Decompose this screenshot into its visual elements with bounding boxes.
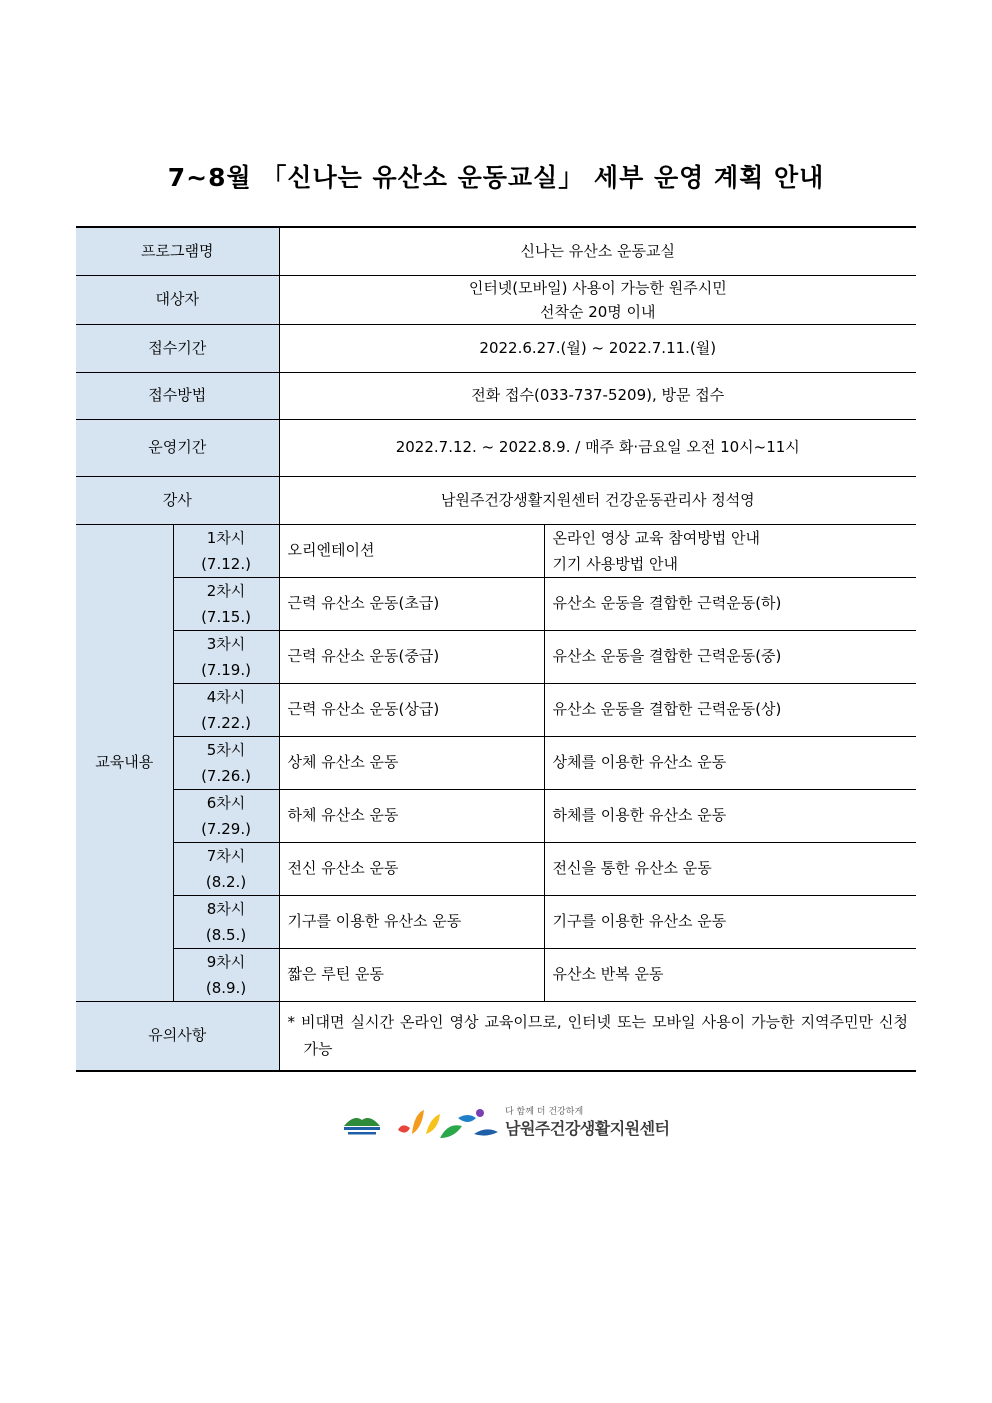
session-number xyxy=(173,948,279,1001)
session-row xyxy=(76,948,916,1001)
session-row xyxy=(76,736,916,789)
target-line-2: 선착순 20명 이내 xyxy=(539,302,656,321)
notice-text: * 비대면 실시간 온라인 영상 교육이므로, 인터넷 또는 모바일 사용이 가능한 지역주민만 신청 가능 xyxy=(287,1012,909,1058)
center-logo xyxy=(340,1104,720,1144)
row-method xyxy=(76,372,916,419)
logo-slogan: 다 함께 더 건강하게 xyxy=(505,1107,584,1117)
operation-value: 2022.7.12. ~ 2022.8.9. / 매주 화·금요일 오전 10시~11시 xyxy=(279,419,916,476)
session-num: 4차시 xyxy=(206,687,246,706)
session-topic: 근력 유산소 운동(중급) xyxy=(279,630,544,683)
session-num: 6차시 xyxy=(206,793,246,812)
logo-emblem-icon xyxy=(340,1104,505,1144)
notice-label: 유의사항 xyxy=(76,1001,279,1071)
education-label: 교육내용 xyxy=(76,524,173,1001)
row-program xyxy=(76,227,916,275)
session-topic: 상체 유산소 운동 xyxy=(279,736,544,789)
session-detail: 유산소 운동을 결합한 근력운동(하) xyxy=(544,577,916,630)
session-number xyxy=(173,524,279,577)
target-label: 대상자 xyxy=(76,275,279,324)
session-detail: 기구를 이용한 유산소 운동 xyxy=(544,895,916,948)
session-detail-line-1: 온라인 영상 교육 참여방법 안내 xyxy=(552,528,760,547)
session-date: (7.12.) xyxy=(201,554,251,573)
session-date: (8.5.) xyxy=(205,925,247,944)
session-num: 9차시 xyxy=(206,952,246,971)
session-topic: 오리엔테이션 xyxy=(279,524,544,577)
operation-label: 운영기간 xyxy=(76,419,279,476)
row-notice xyxy=(76,1001,916,1071)
session-detail: 유산소 반복 운동 xyxy=(544,948,916,1001)
session-topic: 하체 유산소 운동 xyxy=(279,789,544,842)
session-detail: 전신을 통한 유산소 운동 xyxy=(544,842,916,895)
session-num: 5차시 xyxy=(206,740,246,759)
session-detail-line-2: 기기 사용방법 안내 xyxy=(552,554,678,573)
session-date: (8.9.) xyxy=(205,978,247,997)
row-target xyxy=(76,275,916,324)
session-date: (7.19.) xyxy=(201,660,251,679)
row-operation xyxy=(76,419,916,476)
notice-value xyxy=(279,1001,916,1071)
program-label: 프로그램명 xyxy=(76,227,279,275)
session-date: (7.22.) xyxy=(201,713,251,732)
session-detail xyxy=(544,524,916,577)
session-row xyxy=(76,842,916,895)
session-row xyxy=(76,683,916,736)
session-topic: 근력 유산소 운동(초급) xyxy=(279,577,544,630)
method-label: 접수방법 xyxy=(76,372,279,419)
session-number xyxy=(173,630,279,683)
session-date: (8.2.) xyxy=(205,872,247,891)
target-value xyxy=(279,275,916,324)
instructor-label: 강사 xyxy=(76,476,279,524)
method-value: 전화 접수(033-737-5209), 방문 접수 xyxy=(279,372,916,419)
session-row xyxy=(76,524,916,577)
period-value: 2022.6.27.(월) ~ 2022.7.11.(월) xyxy=(279,324,916,372)
logo-name: 남원주건강생활지원센터 xyxy=(505,1119,670,1138)
program-value: 신나는 유산소 운동교실 xyxy=(279,227,916,275)
session-num: 1차시 xyxy=(206,528,246,547)
session-num: 2차시 xyxy=(206,581,246,600)
instructor-value: 남원주건강생활지원센터 건강운동관리사 정석영 xyxy=(279,476,916,524)
session-topic: 전신 유산소 운동 xyxy=(279,842,544,895)
session-number xyxy=(173,842,279,895)
session-row xyxy=(76,789,916,842)
session-date: (7.29.) xyxy=(201,819,251,838)
session-num: 7차시 xyxy=(206,846,246,865)
session-number xyxy=(173,789,279,842)
page-title: 7~8월 「신나는 유산소 운동교실」 세부 운영 계획 안내 xyxy=(167,163,825,192)
session-detail: 유산소 운동을 결합한 근력운동(중) xyxy=(544,630,916,683)
session-date: (7.26.) xyxy=(201,766,251,785)
session-number xyxy=(173,895,279,948)
session-row xyxy=(76,577,916,630)
row-period xyxy=(76,324,916,372)
row-instructor xyxy=(76,476,916,524)
session-num: 8차시 xyxy=(206,899,246,918)
session-number xyxy=(173,736,279,789)
target-line-1: 인터넷(모바일) 사용이 가능한 원주시민 xyxy=(468,278,727,297)
session-topic: 근력 유산소 운동(상급) xyxy=(279,683,544,736)
session-row xyxy=(76,630,916,683)
session-topic: 기구를 이용한 유산소 운동 xyxy=(279,895,544,948)
period-label: 접수기간 xyxy=(76,324,279,372)
session-number xyxy=(173,683,279,736)
session-detail: 하체를 이용한 유산소 운동 xyxy=(544,789,916,842)
session-date: (7.15.) xyxy=(201,607,251,626)
plan-table xyxy=(76,226,916,1072)
session-num: 3차시 xyxy=(206,634,246,653)
session-number xyxy=(173,577,279,630)
session-row xyxy=(76,895,916,948)
session-detail: 상체를 이용한 유산소 운동 xyxy=(544,736,916,789)
session-topic: 짧은 루틴 운동 xyxy=(279,948,544,1001)
session-detail: 유산소 운동을 결합한 근력운동(상) xyxy=(544,683,916,736)
